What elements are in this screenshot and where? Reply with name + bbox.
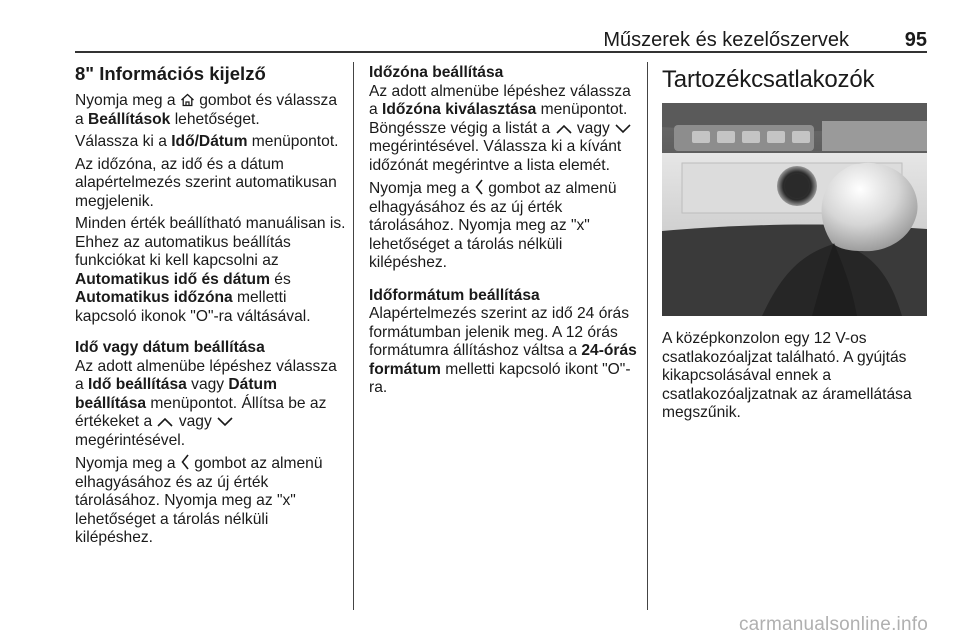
paragraph: Az adott almenübe lépéshez válassza a Időzóna kiválasztása menüpontot. Böngéssze végig a listát a vagy megérintésével. Válassza ki a kívánt időzónát megérintve a lista elemét.: [369, 82, 631, 174]
watermark: carmanualsonline.info: [738, 614, 928, 635]
info-display-heading: 8" Információs kijelző: [75, 63, 266, 84]
chevron-up-icon: [156, 416, 174, 428]
column-divider: [647, 62, 648, 610]
console-socket-illustration: [662, 103, 927, 316]
chevron-down-icon: [614, 123, 632, 135]
paragraph: Minden érték beállítható manuálisan is. Ehhez az automatikus beállítás funkciókat ki kell kapcsolni az Automatikus idő és dátum és Automatikus időzóna melletti kapcsoló ikonok "O"-ra váltásával.: [75, 215, 346, 325]
column-right: [662, 64, 927, 427]
page-header: [75, 28, 927, 52]
subheading: Időformátum beállítása: [369, 286, 540, 304]
console-socket-photo: [662, 103, 927, 316]
column-divider: [353, 62, 354, 610]
accessory-sockets-heading: Tartozékcsatlakozók: [662, 66, 875, 93]
chevron-down-icon: [216, 416, 234, 428]
column-middle: [369, 64, 641, 402]
paragraph: Nyomja meg a gombot és válassza a Beállítások lehetőséget.: [75, 92, 338, 128]
paragraph: A középkonzolon egy 12 V-os csatlakozóaljzat található. A gyújtás kikapcsolásával ennek a csatlakozóaljzatnak az áramellátása megszűnik.: [662, 330, 912, 421]
paragraph: Válassza ki a Idő/Dátum menüpontot.: [75, 133, 339, 150]
section-title: Műszerek és kezelőszervek: [603, 29, 849, 51]
home-icon: [180, 93, 195, 107]
page-number: 95: [904, 29, 927, 51]
paragraph: Nyomja meg a gombot az almenü elhagyásához és az új érték tárolásához. Nyomja meg az "x" lehetőséget a tárolás nélküli kilépéshez.: [75, 455, 323, 546]
chevron-left-icon: [474, 179, 484, 195]
header-rule: [75, 51, 927, 53]
paragraph: Az időzóna, az idő és a dátum alapértelmezés szerint automatikusan megjelenik.: [75, 155, 337, 210]
paragraph: Az adott almenübe lépéshez válassza a Idő beállítása vagy Dátum beállítása menüpontot. Állítsa be az értékeket a vagy megérintésével.: [75, 357, 337, 449]
paragraph: Nyomja meg a gombot az almenü elhagyásához és az új érték tárolásához. Nyomja meg az "x" lehetőséget a tárolás nélküli kilépéshez.: [369, 180, 617, 271]
chevron-left-icon: [180, 454, 190, 470]
chevron-up-icon: [555, 123, 573, 135]
column-left: [75, 64, 347, 552]
subheading: Idő vagy dátum beállítása: [75, 339, 265, 356]
subheading: Időzóna beállítása: [369, 64, 504, 81]
paragraph: Alapértelmezés szerint az idő 24 órás formátumban jelenik meg. A 12 órás formátumra állításhoz váltsa a 24-órás formátum melletti kapcsoló ikont "O"-ra.: [369, 305, 637, 396]
